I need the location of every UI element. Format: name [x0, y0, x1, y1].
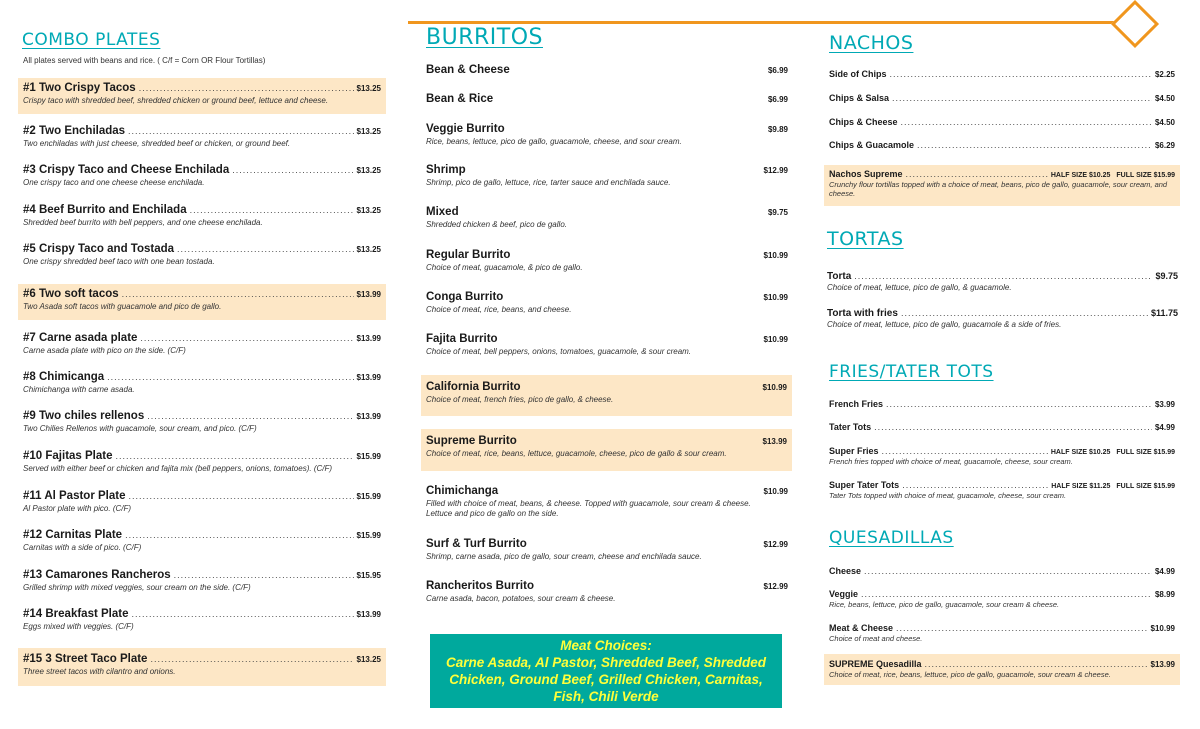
leader-dots [882, 446, 1048, 456]
item-price: $11.75 [1150, 308, 1178, 318]
combo-item-13 [23, 569, 381, 593]
item-name: California Burrito [426, 381, 521, 393]
leader-dots [116, 451, 354, 461]
item-price: $13.99 [356, 334, 381, 343]
item-price: $10.99 [763, 487, 788, 496]
leader-dots [890, 69, 1152, 79]
item-name: Regular Burrito [426, 249, 511, 261]
leader-dots [874, 422, 1152, 432]
leader-dots [925, 659, 1148, 669]
item-description: Choice of meat, rice, beans, lettuce, guacamole, cheese, pico de gallo & sour cream. [426, 449, 727, 458]
item-description: Two Chilies Rellenos with guacamole, sour cream, and pico. (C/F) [23, 424, 257, 433]
item-name: #10 Fajitas Plate [23, 450, 113, 462]
tortas-item-2 [827, 308, 1178, 329]
item-name: Chimichanga [426, 485, 499, 497]
leader-dots [174, 570, 354, 580]
fries-item-4 [829, 480, 1175, 500]
item-price: $12.99 [763, 166, 788, 175]
leader-dots [901, 117, 1152, 127]
item-name: #11 Al Pastor Plate [23, 490, 126, 502]
item-description: Choice of meat, rice, beans, and cheese. [426, 305, 572, 314]
item-description: Grilled shrimp with mixed veggies, sour cream on the side. (C/F) [23, 583, 251, 592]
item-description: Choice of meat, guacamole, & pico de gallo. [426, 263, 583, 272]
leader-dots [892, 93, 1152, 103]
quesadillas-item-3 [829, 623, 1175, 643]
leader-dots [232, 165, 353, 175]
item-price: $13.99 [356, 290, 381, 299]
item-name: Shrimp [426, 164, 466, 176]
item-description: Two enchiladas with just cheese, shredded beef or chicken, or ground beef. [23, 139, 291, 148]
leader-dots [128, 126, 353, 136]
item-price: $12.99 [763, 540, 788, 549]
item-price: $13.99 [356, 610, 381, 619]
item-description: Three street tacos with cilantro and onions. [23, 667, 176, 676]
leader-dots [107, 372, 353, 382]
item-description: Shredded chicken & beef, pico de gallo. [426, 220, 567, 229]
leader-dots [129, 491, 354, 501]
item-description: Shrimp, carne asada, pico de gallo, sour cream, cheese and enchilada sauce. [426, 552, 702, 561]
quesadillas-item-2 [829, 589, 1175, 609]
combo-item-4 [23, 204, 381, 228]
item-price: $10.99 [1150, 624, 1175, 633]
burrito-item-1 [426, 64, 788, 76]
burrito-item-3 [426, 123, 788, 147]
item-price: $15.95 [356, 571, 381, 580]
item-name: Veggie [829, 589, 859, 599]
item-name: #7 Carne asada plate [23, 332, 138, 344]
item-name: Chips & Cheese [829, 117, 898, 127]
combo-item-6 [18, 284, 386, 320]
leader-dots [150, 654, 353, 664]
burrito-item-2 [426, 93, 788, 105]
item-price: $2.25 [1154, 70, 1175, 79]
item-price: $6.29 [1154, 141, 1175, 150]
half-size-price: HALF SIZE $11.25 [1051, 483, 1111, 490]
burrito-item-11 [426, 485, 788, 519]
item-price: $6.99 [767, 66, 788, 75]
burrito-item-10 [421, 429, 792, 471]
item-name: #4 Beef Burrito and Enchilada [23, 204, 187, 216]
accent-line [408, 21, 1118, 24]
item-price: $4.50 [1154, 118, 1175, 127]
item-price: $13.25 [356, 206, 381, 215]
nachos-item-5 [824, 165, 1180, 206]
combo-item-2 [23, 125, 381, 149]
meat-choices-title: Meat Choices: [560, 638, 652, 653]
item-price: $15.99 [356, 492, 381, 501]
leader-dots [139, 83, 354, 93]
item-description: Shredded beef burrito with bell peppers, and one cheese enchilada. [23, 218, 263, 227]
item-name: Super Tater Tots [829, 480, 900, 490]
leader-dots [901, 308, 1148, 318]
nachos-title: NACHOS [829, 32, 914, 54]
item-description: One crispy taco and one cheese cheese enchilada. [23, 178, 205, 187]
item-name: Mixed [426, 206, 459, 218]
item-price: $9.75 [1155, 271, 1178, 281]
item-price: $13.25 [356, 127, 381, 136]
item-name: Meat & Cheese [829, 623, 894, 633]
fries-item-2 [829, 422, 1175, 432]
item-price: $10.99 [763, 335, 788, 344]
item-name: Cheese [829, 566, 862, 576]
tortas-item-1 [827, 271, 1178, 292]
item-description: Al Pastor plate with pico. (C/F) [23, 504, 132, 513]
item-description: Carne asada, bacon, potatoes, sour cream & cheese. [426, 594, 616, 603]
item-name: Super Fries [829, 446, 879, 456]
item-price: $15.99 [356, 531, 381, 540]
item-name: Side of Chips [829, 69, 887, 79]
item-name: #6 Two soft tacos [23, 288, 119, 300]
item-name: #3 Crispy Taco and Cheese Enchilada [23, 164, 230, 176]
item-name: #9 Two chiles rellenos [23, 410, 145, 422]
item-name: Torta [827, 271, 852, 282]
item-name: #8 Chimicanga [23, 371, 105, 383]
combo-item-5 [23, 243, 381, 267]
item-description: Choice of meat and cheese. [829, 634, 923, 643]
quesadillas-title: QUESADILLAS [829, 528, 954, 548]
item-description: Chimichanga with carne asada. [23, 385, 135, 394]
item-description: Carnitas with a side of pico. (C/F) [23, 543, 142, 552]
combo-item-14 [23, 608, 381, 632]
item-description: Choice of meat, bell peppers, onions, tomatoes, guacamole, & sour cream. [426, 347, 692, 356]
item-price: $13.99 [356, 412, 381, 421]
item-price: $10.99 [763, 293, 788, 302]
item-description: Choice of meat, rice, beans, lettuce, pico de gallo, guacamole, sour cream & cheese. [829, 670, 1111, 679]
item-description: Rice, beans, lettuce, pico de gallo, guacamole, cheese, and sour cream. [426, 137, 682, 146]
burrito-item-6 [426, 249, 788, 273]
item-description: Carne asada plate with pico on the side. (C/F) [23, 346, 186, 355]
item-name: #15 3 Street Taco Plate [23, 653, 148, 665]
item-price: $13.25 [356, 84, 381, 93]
item-name: Chips & Salsa [829, 93, 890, 103]
combo-plates-title: COMBO PLATES [22, 30, 161, 50]
item-description: Crispy taco with shredded beef, shredded chicken or ground beef, lettuce and cheese. [23, 96, 329, 105]
item-price: $9.75 [767, 208, 788, 217]
item-description: Eggs mixed with veggies. (C/F) [23, 622, 134, 631]
item-description: Served with either beef or chicken and fajita mix (bell peppers, onions, tomatoes). (C/F) [23, 464, 333, 473]
item-name: #13 Camarones Rancheros [23, 569, 171, 581]
burrito-item-12 [426, 538, 788, 562]
quesadillas-item-4 [824, 654, 1180, 685]
combo-item-12 [23, 529, 381, 553]
item-price: $10.99 [763, 251, 788, 260]
item-description: Two Asada soft tacos with guacamole and pico de gallo. [23, 302, 222, 311]
leader-dots [854, 271, 1152, 281]
meat-choices-line: Carne Asada, Al Pastor, Shredded Beef, Shredded [445, 655, 767, 670]
nachos-item-2 [829, 93, 1175, 103]
item-price: $4.50 [1154, 94, 1175, 103]
leader-dots [902, 480, 1048, 490]
item-name: Tater Tots [829, 422, 872, 432]
leader-dots [147, 411, 353, 421]
item-name: Bean & Rice [426, 93, 494, 105]
meat-choices-line: Fish, Chili Verde [553, 689, 659, 704]
diamond-icon [1111, 0, 1159, 48]
item-name: Torta with fries [827, 308, 898, 319]
combo-item-3 [23, 164, 381, 188]
item-price: FULL SIZE $15.99 [1116, 449, 1175, 456]
leader-dots [122, 289, 354, 299]
item-description: Crunchy flour tortillas topped with a choice of meat, beans, pico de gallo, guacamole, sour cream, and cheese. [829, 180, 1168, 198]
item-name: French Fries [829, 399, 884, 409]
fries-title: FRIES/TATER TOTS [829, 362, 994, 382]
item-price: $13.99 [356, 373, 381, 382]
burrito-item-4 [426, 164, 788, 188]
combo-item-8 [23, 371, 381, 395]
item-description: Tater Tots topped with choice of meat, guacamole, cheese, sour cream. [829, 491, 1067, 500]
burrito-item-13 [426, 580, 788, 604]
burritos-title: BURRITOS [426, 25, 543, 50]
item-description: Choice of meat, french fries, pico de gallo, & cheese. [426, 395, 614, 404]
burrito-item-9 [421, 375, 792, 416]
item-description: Filled with choice of meat, beans, & cheese. Topped with guacamole, sour cream & cheese. Lettuce and pico de gallo on the side. [426, 499, 751, 518]
item-price: $12.99 [763, 582, 788, 591]
combo-item-10 [23, 450, 381, 474]
nachos-item-4 [829, 140, 1175, 150]
item-name: SUPREME Quesadilla [829, 659, 922, 669]
combo-item-7 [23, 332, 381, 356]
item-description: One crispy shredded beef taco with one bean tostada. [23, 257, 215, 266]
leader-dots [917, 140, 1152, 150]
item-price: $13.99 [762, 437, 787, 446]
leader-dots [190, 205, 354, 215]
item-name: Supreme Burrito [426, 435, 517, 447]
item-name: Rancheritos Burrito [426, 580, 534, 592]
item-price: $8.99 [1154, 590, 1175, 599]
item-name: #14 Breakfast Plate [23, 608, 129, 620]
item-price: $13.25 [356, 245, 381, 254]
item-price: $13.25 [356, 166, 381, 175]
item-name: #1 Two Crispy Tacos [23, 82, 136, 94]
meat-choices-box [430, 634, 782, 708]
half-size-price: HALF SIZE $10.25 [1050, 172, 1111, 179]
combo-item-15 [18, 648, 386, 686]
fries-item-3 [829, 446, 1175, 466]
leader-dots [861, 589, 1152, 599]
half-size-price: HALF SIZE $10.25 [1050, 449, 1111, 456]
leader-dots [864, 566, 1152, 576]
nachos-item-1 [829, 69, 1175, 79]
leader-dots [140, 333, 353, 343]
item-name: Bean & Cheese [426, 64, 510, 76]
item-name: Veggie Burrito [426, 123, 505, 135]
item-price: FULL SIZE $15.99 [1116, 483, 1175, 490]
burrito-item-5 [426, 206, 788, 230]
quesadillas-item-1 [829, 566, 1175, 576]
item-description: Choice of meat, lettuce, pico de gallo, & guacamole. [827, 283, 1012, 292]
leader-dots [177, 244, 353, 254]
item-price: $4.99 [1154, 567, 1175, 576]
item-name: #5 Crispy Taco and Tostada [23, 243, 175, 255]
item-price: $15.99 [356, 452, 381, 461]
combo-plates-note: All plates served with beans and rice. ( C/f = Corn OR Flour Tortillas) [23, 56, 266, 65]
fries-item-1 [829, 399, 1175, 409]
item-price: $13.99 [1150, 660, 1175, 669]
item-price: $3.99 [1154, 400, 1175, 409]
item-price: $4.99 [1154, 423, 1175, 432]
item-name: Nachos Supreme [829, 169, 903, 179]
item-name: Chips & Guacamole [829, 140, 915, 150]
item-name: #2 Two Enchiladas [23, 125, 126, 137]
tortas-title: TORTAS [827, 228, 904, 250]
item-description: French fries topped with choice of meat, guacamole, cheese, sour cream. [829, 457, 1073, 466]
item-description: Choice of meat, lettuce, pico de gallo, guacamole & a side of fries. [827, 320, 1062, 329]
leader-dots [125, 530, 353, 540]
burrito-item-7 [426, 291, 788, 315]
item-price: $9.89 [767, 125, 788, 134]
item-description: Shrimp, pico de gallo, lettuce, rice, tarter sauce and enchilada sauce. [426, 178, 671, 187]
combo-item-9 [23, 410, 381, 434]
leader-dots [886, 399, 1152, 409]
meat-choices-line: Chicken, Ground Beef, Grilled Chicken, Carnitas, [449, 672, 763, 687]
leader-dots [131, 609, 353, 619]
item-price: $13.25 [356, 655, 381, 664]
nachos-item-3 [829, 117, 1175, 127]
item-name: #12 Carnitas Plate [23, 529, 123, 541]
item-price: $10.99 [762, 383, 787, 392]
leader-dots [896, 623, 1148, 633]
combo-item-11 [23, 490, 381, 514]
burrito-item-8 [426, 333, 788, 357]
item-name: Fajita Burrito [426, 333, 498, 345]
combo-item-1 [18, 78, 386, 114]
item-price: $6.99 [767, 95, 788, 104]
item-name: Conga Burrito [426, 291, 504, 303]
item-name: Surf & Turf Burrito [426, 538, 527, 550]
leader-dots [906, 169, 1048, 179]
item-description: Rice, beans, lettuce, pico de gallo, guacamole, sour cream & cheese. [829, 600, 1060, 609]
item-price: FULL SIZE $15.99 [1116, 172, 1175, 179]
